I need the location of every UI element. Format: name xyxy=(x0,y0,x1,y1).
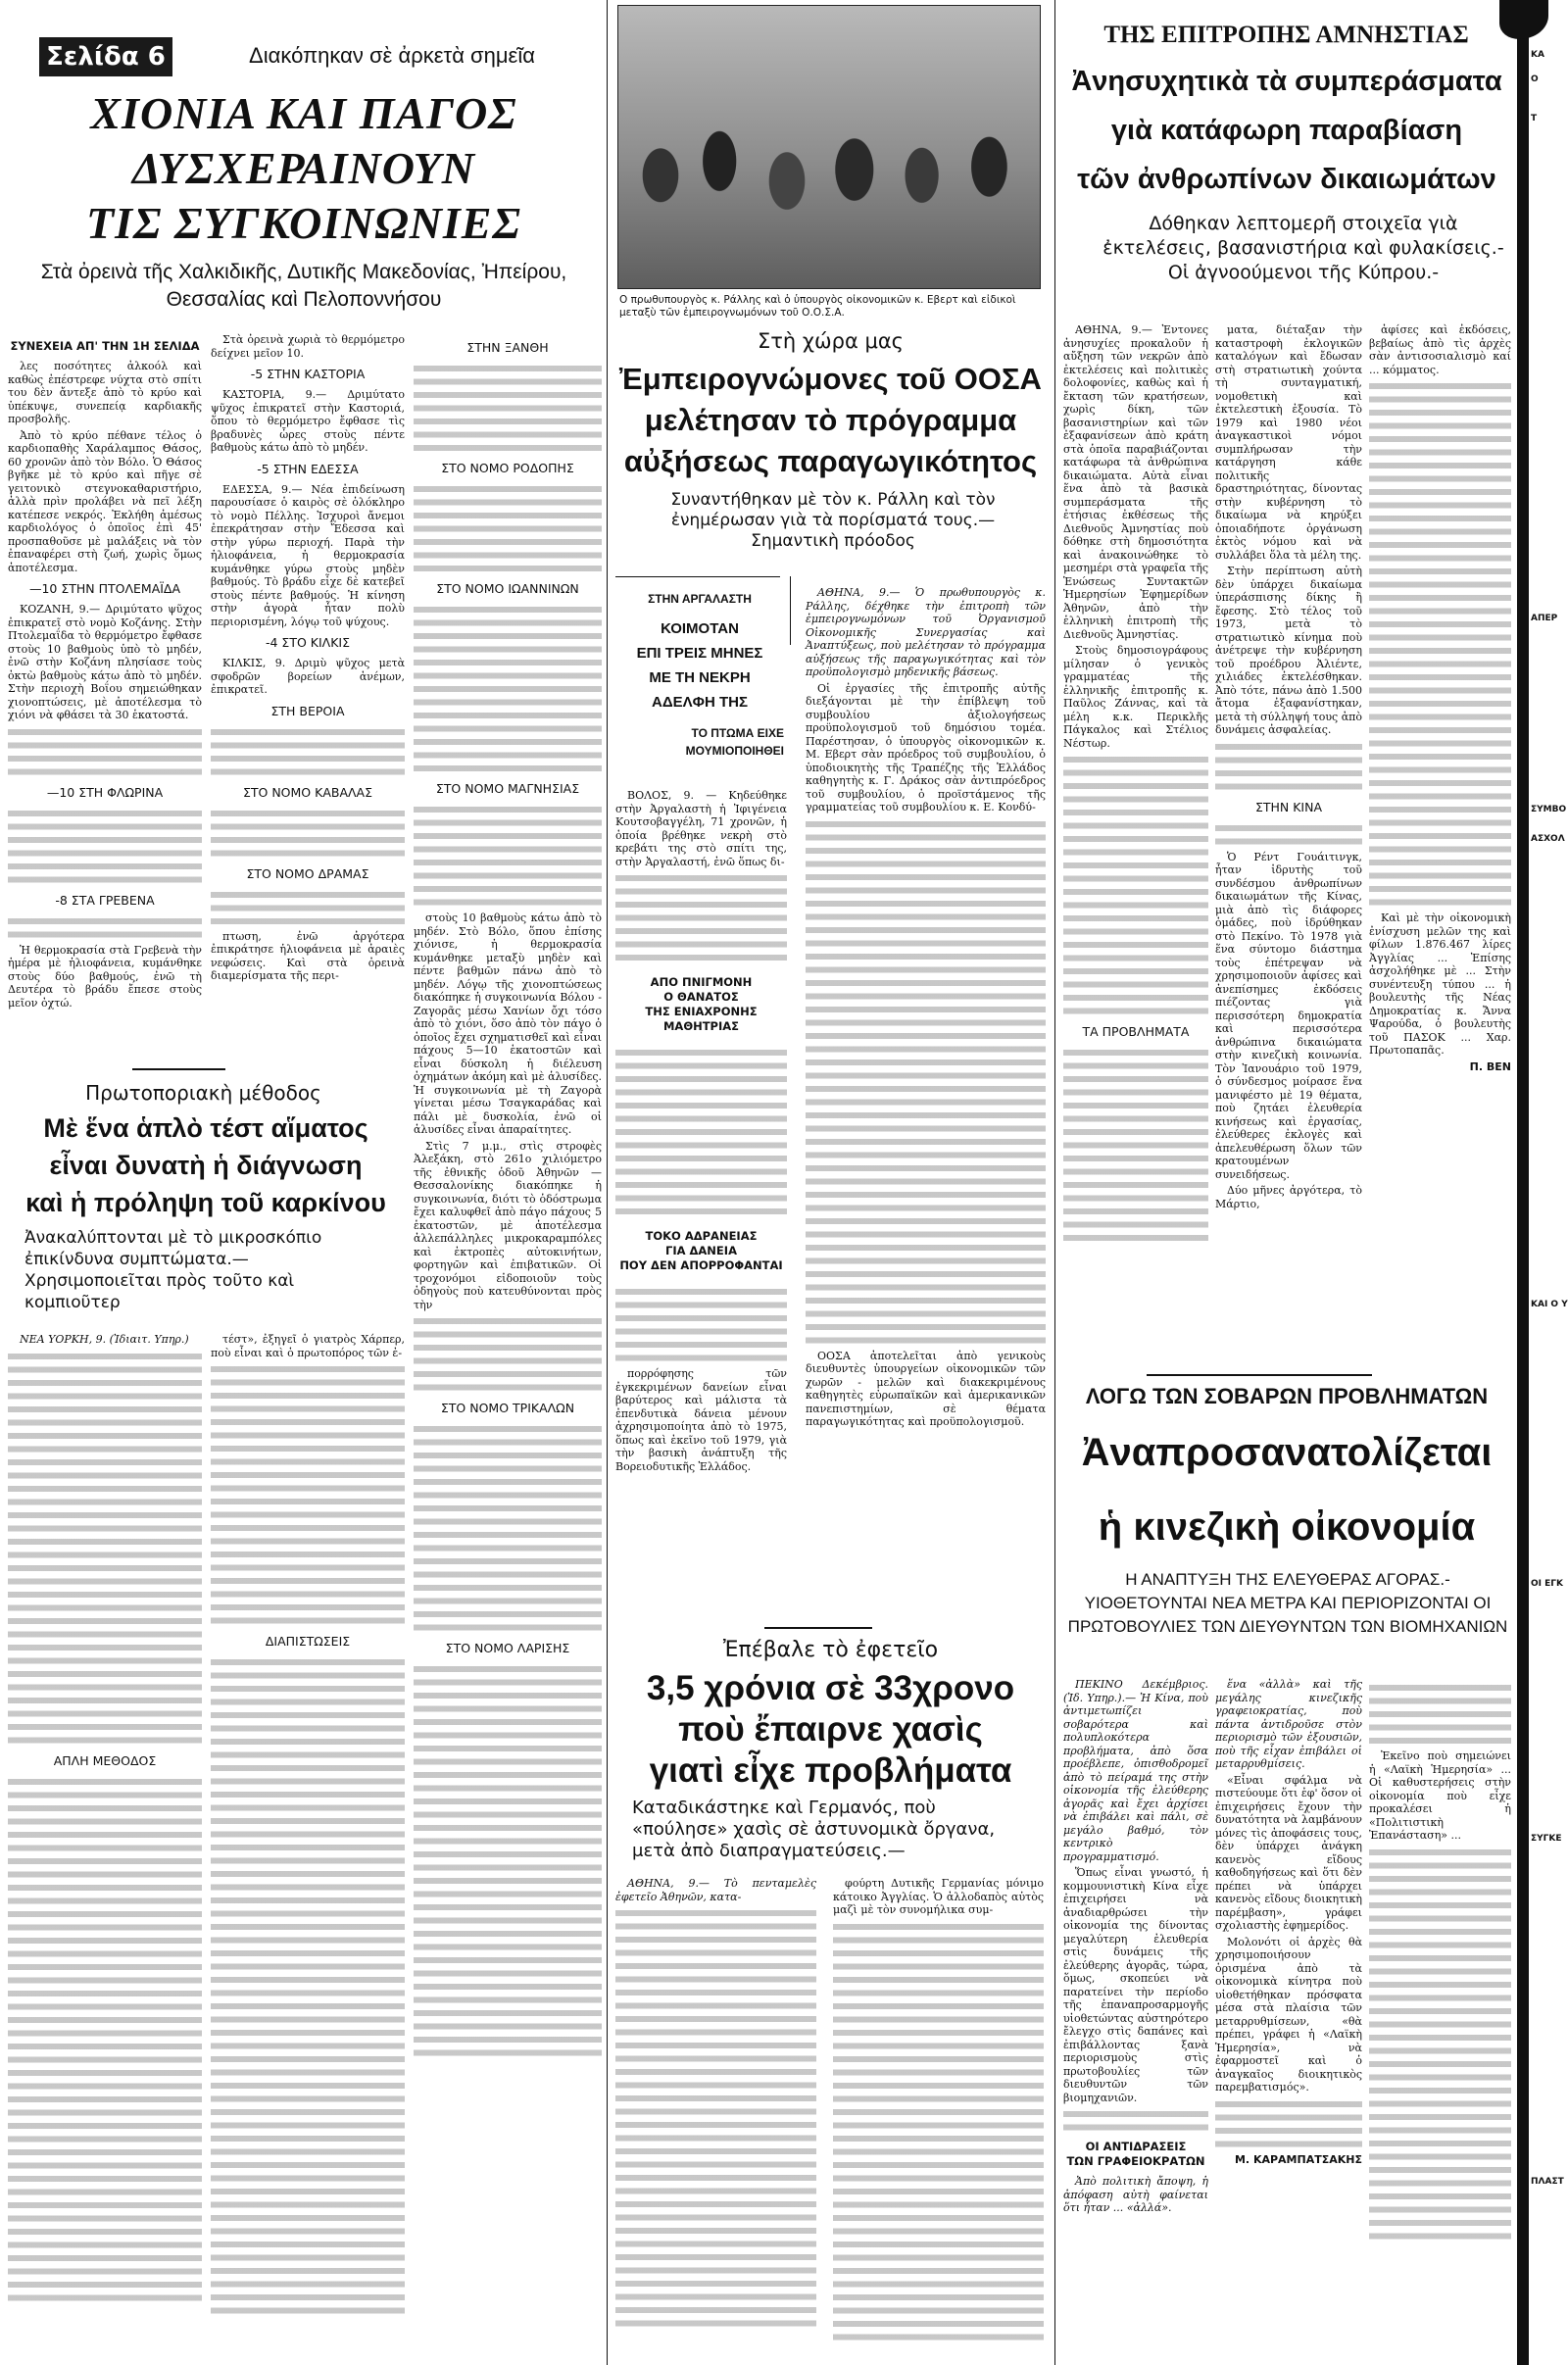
page-label: Σελίδα 6 xyxy=(39,37,172,76)
argalasti-subhead-line: ΤΟ ΠΤΩΜΑ ΕΙΧΕ xyxy=(691,726,784,740)
signature: Μ. ΚΑΡΑΜΠΑΤΣΑΚΗΣ xyxy=(1234,2152,1362,2166)
reactions-heading-line: ΟΙ ΑΝΤΙΔΡΑΣΕΙΣ xyxy=(1085,2140,1187,2153)
oosa-headline-line: αὐξήσεως παραγωγικότητος xyxy=(623,444,1038,478)
edge-heading: ΚΑΙ Ο Υ xyxy=(1531,1300,1568,1309)
edge-heading: ΚΑ xyxy=(1531,50,1544,60)
china-column-2 xyxy=(1215,1678,1362,2167)
argalasti-headline-line: ΚΟΙΜΟΤΑΝ xyxy=(661,620,739,637)
paragraph: ΕΔΕΣΣΑ, 9.— Νέα ἐπιδείνωση παρουσίασε ὁ καιρὸς σὲ ὁλόκληρο τὸ νομὸ Πέλλης. Ἰσχυροὶ ἄνεμοι ἐπεκράτησαν στὴν Ἔδεσσα καὶ στὴν γύρω περιοχή. Παρὰ τὴν ἡλιοφάνεια, ἡ θερμοκρασία κυμάνθηκε γύρω στοὺς μηδὲν βαθμούς. Τὸ βράδυ εἶχε δὲ κατεβεῖ στοὺς πέντε βαθμούς. Ἡ κίνηση στὴν ἀγορὰ ἦταν πολὺ περιορισμένη, λόγῳ τοῦ ψύχους. xyxy=(211,482,405,628)
oosa-headline-line: μελέτησαν τὸ πρόγραμμα xyxy=(644,403,1017,437)
amnesty-column-2 xyxy=(1215,323,1362,1213)
amnesty-column-1 xyxy=(1063,323,1208,1245)
drowning-heading-line: Ο ΘΑΝΑΤΟΣ xyxy=(663,990,739,1004)
cancer-kicker: Πρωτοποριακὴ μέθοδος xyxy=(85,1081,321,1105)
photo-caption: Ο πρωθυπουργὸς κ. Ράλλης καὶ ὁ ὑπουργὸς οἰκονομικῶν κ. Εβερτ καὶ εἰδικοὶ μεταξὺ τῶν ἐμπειρογνωμόνων τοῦ Ο.Ο.Σ.Α. xyxy=(619,294,1016,319)
paragraph: ΚΑΣΤΟΡΙΑ, 9.— Δριμύτατο ψῦχος ἐπικρατεῖ στὴν Καστοριά, ὅπου τὸ θερμόμετρο ἔφθασε τὶς βραδυνὲς ὧρες στοὺς πέντε βαθμοὺς κάτω ἀπὸ τὸ μηδέν. xyxy=(211,388,405,454)
oosa-headline xyxy=(612,359,1049,482)
hashish-headline-line: 3,5 χρόνια σὲ 33χρονο xyxy=(646,1669,1015,1707)
center-column-2 xyxy=(806,586,1046,1432)
paragraph: Στὰ ὀρεινὰ χωριὰ τὸ θερμόμετρο δείχνει μεῖον 10. xyxy=(211,333,405,360)
argalasti-box xyxy=(615,584,784,760)
page-fold xyxy=(1517,0,1529,2365)
snow-headline xyxy=(20,86,588,251)
loans-heading-line: ΓΙΑ ΔΑΝΕΙΑ xyxy=(665,1244,737,1257)
snow-column-3 xyxy=(414,333,602,2062)
drowning-heading-line: ΑΠΟ ΠΝΙΓΜΟΝΗ xyxy=(650,975,753,989)
paragraph: Ἐκεῖνο ποὺ σημειώνει ἡ «Λαϊκὴ Ἡμερησία» ... Οἱ καθυστερήσεις στὴν οἰκονομία ποὺ εἶχε προκαλέσει ἡ «Πολιτιστικὴ Ἐπανάσταση» ... xyxy=(1369,1749,1511,1842)
paragraph: ΟΟΣΑ ἀποτελεῖται ἀπὸ γενικοὺς διευθυντὲς ὑπουργείων οἰκονομικῶν τῶν χωρῶν - μελῶν καὶ διακεκριμένους καθηγητὲς εὐρωπαϊκῶν καὶ ἀμερικανικῶν πανεπιστημίων, σὲ θέματα παραγωγικότητας καὶ προϋπολογισμοῦ. xyxy=(806,1349,1046,1428)
section-heading: ΣΤΟ ΝΟΜΟ ΤΡΙΚΑΛΩΝ xyxy=(440,1401,575,1415)
amnesty-headline xyxy=(1060,57,1513,204)
drowning-heading xyxy=(615,975,787,1034)
paragraph: στοὺς 10 βαθμοὺς κάτω ἀπὸ τὸ μηδέν. Στὸ Βόλο, ὅπου ἐπίσης χιόνισε, ἡ θερμοκρασία κυμάνθηκε μεταξὺ μηδὲν καὶ πέντε βαθμῶν πάνω ἀπὸ τὸ μηδέν. Λόγῳ τῆς χιονοπτώσεως διακόπηκε ἡ συγκοινωνία Βόλου - Ζαγορᾶς μέσω Χανίων ὄχι τόσο ἀπὸ τὸ χιόνι, ὅσο ἀπὸ τὸν πάγο ὁ ὁποῖος ἔχει σχηματισθεῖ καὶ εἶναι πάχους 5—10 ἑκατοστῶν καὶ εἶναι δύσκολη ἡ διέλευση ὀχημάτων ἀκόμη καὶ μὲ ἁλυσίδες. Ἡ συγκοινωνία μὲ τὴ Ζαγορὰ γίνεται μέσω Τσαγκαράδας καὶ πάλι μὲ δυσκολία, ἐνῶ οἱ ἁλυσίδες εἶναι ἀπαραίτητες. xyxy=(414,912,602,1136)
section-heading: ΣΤΗΝ ΚΙΝΑ xyxy=(1254,799,1323,814)
continued-label: ΣΥΝΕΧΕΙΑ ΑΠ' ΤΗΝ 1Η ΣΕΛΙΔΑ xyxy=(10,339,200,353)
hashish-headline-line: γιατὶ εἶχε προβλήματα xyxy=(649,1751,1012,1790)
section-heading: ΣΤΟ ΝΟΜΟ ΙΩΑΝΝΙΝΩΝ xyxy=(436,581,579,596)
paragraph: ΚΙΛΚΙΣ, 9. Δριμὺ ψῦχος μετὰ σφοδρῶν βορείων ἀνέμων, ἐπικρατεῖ. xyxy=(211,657,405,696)
china-subhead: Η ΑΝΑΠΤΥΞΗ ΤΗΣ ΕΛΕΥΘΕΡΑΣ ΑΓΟΡΑΣ.- ΥΙΟΘΕΤΟΥΝΤΑΙ ΝΕΑ ΜΕΤΡΑ ΚΑΙ ΠΕΡΙΟΡΙΖΟΝΤΑΙ ΟΙ ΠΡΩΤΟΒΟΥΛΙΕΣ ΤΩΝ ΔΙΕΥΘΥΝΤΩΝ ΤΩΝ ΒΙΟΜΗΧΑΝΙΩΝ xyxy=(1067,1570,1508,1636)
paragraph: ΑΘΗΝΑ, 9.— Ἐντονες ἀνησυχίες προκαλοῦν ἡ αὔξηση τῶν νεκρῶν ἀπὸ ἐκτελέσεις καὶ πολιτικὲς δολοφονίες, καθὼς καὶ ἡ ἔκταση τῶν κρατήσεων, χωρὶς δίκη, τῶν βασανιστηρίων καὶ τῶν ἐξαφανίσεων ἀπὸ κράτη στὰ ὁποῖα παραβιάζονται κατάφωρα τὰ ἀνθρώπινα δικαιώματα. Αὐτὰ εἶναι ἕνα ἀπὸ τὰ βασικὰ συμπεράσματα τῆς ἐτήσιας ἐκθέσεως τῆς Διεθνοῦς Ἀμνηστίας ποὺ δόθηκε στὴ δημοσιότητα καὶ ἀνακοινώθηκε τὸ μεσημέρι στὰ γραφεῖα τῆς Ἑνώσεως Συντακτῶν Ἡμερησίων Ἐφημερίδων Ἀθηνῶν, ἀπὸ τὴν ἑλληνικὴ ἐπιτροπὴ τῆς Διεθνοῦς Ἀμνηστίας. xyxy=(1063,323,1208,641)
paragraph: Ὁ Ρέντ Γουάιτινγκ, ἦταν ἱδρυτὴς τοῦ συνδέσμου ἀνθρωπίνων δικαιωμάτων τῆς Κίνας, μιὰ ἀπὸ τὶς διάφορες ὁμάδες, ποὺ ἱδρύθηκαν στὸ Πεκίνο. Τὸ 1978 γιὰ ἕνα σύντομο διάστημα τοὺς ἐπέτρεψαν νὰ χρησιμοποιοῦν ἀφίσες καὶ ἀνεπίσημες ἐκδόσεις πιέζοντας γιὰ περισσότερη δημοκρατία καὶ περισσότερα ἀνθρώπινα δικαιώματα στὴν κινεζικὴ κοινωνία. Τὸν Ἰανουάριο τοῦ 1979, ὁ σύνδεσμος μοίρασε ἕνα μανιφέστο μὲ 19 θέματα, ποὺ ζητάει ἐλευθερία κινήσεως καὶ ἐργασίας, ἐλεύθερες ἐκλογὲς καὶ ἀπελευθέρωση ὅλων τῶν κρατουμένων συνειδήσεως. xyxy=(1215,850,1362,1181)
argalasti-kicker: ΣΤΗΝ ΑΡΓΑΛΑΣΤΗ xyxy=(648,592,752,606)
section-heading: ΔΙΑΠΙΣΤΩΣΕΙΣ xyxy=(265,1634,351,1649)
section-heading: —10 ΣΤΗΝ ΠΤΟΛΕΜΑΪΔΑ xyxy=(28,581,181,596)
argalasti-headline-line: ΜΕ ΤΗ ΝΕΚΡΗ xyxy=(649,669,751,686)
section-heading: -5 ΣΤΗΝ ΚΑΣΤΟΡΙΑ xyxy=(250,367,366,381)
amnesty-kicker: ΤΗΣ ΕΠΙΤΡΟΠΗΣ ΑΜΝΗΣΤΙΑΣ xyxy=(1103,22,1469,48)
snow-kicker: Διακόπηκαν σὲ ἀρκετὰ σημεῖα xyxy=(249,43,535,68)
paragraph: πορρόφησης τῶν ἐγκεκριμένων δανείων εἶναι βαρύτερος καὶ μάλιστα τὰ ἐπενδυτικὰ δάνεια μένουν ἀχρησιμοποίητα ἀπὸ τὸ 1975, ὅπως καὶ ἐκεῖνο τοῦ 1979, γιὰ τὴν βασικὴ ἀνάπτυξη τῆς Βορειοδυτικῆς Ἑλλάδος. xyxy=(615,1367,787,1473)
china-headline-line: ἡ κινεζικὴ οἰκονομία xyxy=(1098,1505,1476,1549)
edge-heading: ΣΥΓΚΕ xyxy=(1531,1834,1562,1844)
cancer-headline xyxy=(5,1109,407,1221)
oosa-lead: ΑΘΗΝΑ, 9.— Ὁ πρωθυπουργὸς κ. Ράλλης, δέχθηκε τὴν ἐπιτροπὴ τῶν ἐμπειρογνωμόνων τοῦ Ὀργανισμοῦ Οἰκονομικῆς Συνεργασίας καὶ Ἀναπτύξεως, ποὺ μελέτησαν τὸ πρόγραμμα αὐξήσεως τῆς παραγωγικότητας καὶ τὸν προϋπολογισμὸ μηδενικῆς βάσεως. xyxy=(806,586,1046,678)
signature: Π. ΒΕΝ xyxy=(1469,1059,1511,1073)
china-kicker: ΛΟΓΩ ΤΩΝ ΣΟΒΑΡΩΝ ΠΡΟΒΛΗΜΑΤΩΝ xyxy=(1085,1384,1489,1408)
hashish-subhead: Καταδικάστηκε καὶ Γερμανός, ποὺ «πούλησε» χασὶς σὲ ἀστυνομικὰ ὄργανα, μετὰ ἀπὸ διαπραγματεύσεις.— xyxy=(632,1798,996,1861)
section-heading: ΣΤΟ ΝΟΜΟ ΡΟΔΟΠΗΣ xyxy=(441,461,574,475)
amnesty-headline-line: γιὰ κατάφωρη παραβίαση xyxy=(1110,115,1463,146)
reactions-heading-line: ΤΩΝ ΓΡΑΦΕΙΟΚΡΑΤΩΝ xyxy=(1066,2154,1205,2168)
paragraph: ΒΟΛΟΣ, 9. — Κηδεύθηκε στὴν Ἀργαλαστὴ ἡ Ἰφιγένεια Κουτσοβαγγέλη, 71 χρονῶν, ἡ ὁποία βρέθηκε νεκρὴ στὸ κρεβάτι της στὸ σπίτι της, στὴν Ἀργαλαστή, ἐνῶ ὅπως δι- xyxy=(615,789,787,868)
amnesty-subhead: Δόθηκαν λεπτομερῆ στοιχεῖα γιὰ ἐκτελέσεις, βασανιστήρια καὶ φυλακίσεις.- Οἱ ἀγνοούμενοι τῆς Κύπρου.- xyxy=(1102,213,1504,283)
paragraph: Ὅπως εἶναι γνωστό, ἡ κομμουνιστικὴ Κίνα εἶχε ἐπιχειρήσει νὰ ἀναδιαρθρώσει τὴν οἰκονομία της δίνοντας μεγαλύτερη ἐλευθερία στὶς δυνάμεις τῆς ἐλεύθερης ἀγορᾶς, τώρα, ὅμως, σκοπεύει νὰ παρατείνει τὴν περίοδο τῆς ἐπαναπροσαρμογῆς υἱοθετώντας αὐστηρότερο ἔλεγχο στὶς δαπάνες καὶ ἐπιβάλλοντας ξανὰ περιορισμοὺς στὶς πρωτοβουλίες τῶν διευθυντῶν τῶν βιομηχανιῶν. xyxy=(1063,1866,1208,2104)
paragraph: ἀφίσες καὶ ἐκδόσεις, βεβαίως ἀπὸ τὶς ἀρχὲς σὰν ἀντισοσιαλισμὸ καί ... κόμματος. xyxy=(1369,323,1511,376)
edge-heading: ΠΛΑΣΤ xyxy=(1531,2177,1564,2187)
paragraph: Δύο μῆνες ἀργότερα, τὸ Μάρτιο, xyxy=(1215,1184,1362,1210)
snow-subhead: Στὰ ὀρεινὰ τῆς Χαλκιδικῆς, Δυτικῆς Μακεδονίας, Ἠπείρου, Θεσσαλίας καὶ Πελοποννήσου xyxy=(40,261,567,311)
section-heading: -5 ΣΤΗΝ ΕΔΕΣΣΑ xyxy=(257,461,359,476)
paragraph: φούρτη Δυτικῆς Γερμανίας μόνιμο κάτοικο Ἀγγλίας. Ὁ ἀλλοδαπὸς αὐτὸς μαζὶ μὲ τὸν συνομήλικα συμ- xyxy=(833,1877,1044,1916)
oosa-headline-line: Ἐμπειρογνώμονες τοῦ ΟΟΣΑ xyxy=(619,362,1042,396)
hashish-kicker: Ἐπέβαλε τὸ ἐφετεῖο xyxy=(722,1638,939,1662)
edge-heading: ΑΠΕΡ xyxy=(1531,614,1558,623)
paragraph: Οἱ ἐργασίες τῆς ἐπιτροπῆς αὐτῆς διεξάγονται μὲ τὴν ἐπίβλεψη τοῦ συμβουλίου ἀξιολογήσεως προϋπολογισμοῦ τοῦ δημόσιου τομέα. Παρέστησαν, ὁ ὑπουργὸς οἰκονομικῶν κ. Μ. Εβερτ σὰν πρόεδρος τοῦ συμβουλίου, ὁ ὑποδιοικητὴς τῆς Τραπέζης τῆς Ἑλλάδος καθηγητὴς κ. Γ. Δράκος σὰν ἀντιπρόεδρος τοῦ συμβουλίου, ὁ προϊστάμενος τῆς γραμματείας τοῦ συμβουλίου κ. Ε. Κονδύ- xyxy=(806,681,1046,813)
paragraph: Στοὺς δημοσιογράφους μίλησαν ὁ γενικὸς γραμματέας τῆς ἑλληνικῆς ἐπιτροπῆς κ. Παῦλος Ζάννας, καὶ τὰ μέλη κ.κ. Περικλῆς Πάγκαλος καὶ Στέλιος Νέστωρ. xyxy=(1063,644,1208,750)
edge-heading: Ο xyxy=(1531,74,1539,84)
paragraph: «Εἶναι σφάλμα νὰ πιστεύουμε ὅτι ἐφ' ὅσον οἱ ἐπιχειρήσεις ἔχουν τὴν δυνατότητα νὰ λαμβάνουν μόνες τὶς ἀποφάσεις τους, δὲν ὑπάρχει ἀνάγκη κανενὸς εἴδους καθοδηγήσεως καὶ ὅτι δὲν πρέπει νὰ ὑπάρχει κανενὸς εἴδους διοικητικὴ παρέμβαση», γράφει σχολιαστὴς ἐφημερίδος. xyxy=(1215,1773,1362,1932)
section-heading: -4 ΣΤΟ ΚΙΛΚΙΣ xyxy=(266,635,350,650)
hashish-column-1 xyxy=(615,1877,816,2333)
oosa-subhead: Συναντήθηκαν μὲ τὸν κ. Ράλλη καὶ τὸν ἐνημέρωσαν γιὰ τὰ πορίσματά τους.— Σημαντικὴ πρόοδος xyxy=(670,490,996,551)
china-column-1 xyxy=(1063,1678,1208,2218)
section-heading: ΣΤΟ ΝΟΜΟ ΔΡΑΜΑΣ xyxy=(246,865,369,881)
paragraph: Ἀπὸ τὸ κρύο πέθανε τέλος ὁ καρδιοπαθὴς Χαράλαμπος Θάσος, 60 χρονῶν ἀπὸ τὸν Βόλο. Ὁ Θάσος βγῆκε μὲ τὸ κρύο καὶ πῆγε σὲ γειτονικὸ στεγνοκαθαριστήριο, ἀλλὰ πρὶν προλάβει νὰ πεῖ λέξη κατέπεσε νεκρός. Ἐκλήθη ἀμέσως καρδιολόγος ὁ ὁποῖος ἐπὶ 45' προσπαθοῦσε μὲ μαλάξεις νὰ τὸν ἐπαναφέρει στὴ ζωή, χωρὶς ὅμως ἀποτέλεσμα. xyxy=(8,428,202,574)
paragraph: Μολονότι οἱ ἀρχὲς θὰ χρησιμοποιήσουν ὁρισμένα ἀπὸ τὰ οἰκονομικὰ κίνητρα ποὺ υἱοθετήθηκαν πρόσφατα μέσα στὰ πλαίσια τῶν μεταρρυθμίσεων, «θὰ πρέπει, γράφει ἡ «Λαϊκὴ Ἡμερησία», νὰ ἐφαρμοστεῖ καὶ ὁ ἀναγκαῖος διοικητικὸς παρεμβατισμός». xyxy=(1215,1935,1362,2094)
cancer-headline-line: καὶ ἡ πρόληψη τοῦ καρκίνου xyxy=(25,1188,386,1217)
cancer-column-2 xyxy=(211,1333,405,2320)
paragraph: Ἡ θερμοκρασία στὰ Γρεβενὰ τὴν ἡμέρα μὲ ἡλιοφάνεια, κυμάνθηκε στοὺς δύο βαθμούς, ἐνῶ τὴ Δευτέρα τὸ βράδυ ἔπεσε στοὺς μεῖον ὀχτώ. xyxy=(8,943,202,1010)
paragraph: ματα, διέταξαν τὴν καταστροφὴ ἐκλογικῶν καταλόγων καὶ ἔδωσαν στὴ στρατιωτικὴ χούντα τὴ συνταγματική, νομοθετικὴ καὶ ἐκτελεστικὴ ἐξουσία. Τὸ 1979 καὶ 1980 νέοι ἀναγκαστικοὶ νόμοι συμπλήρωσαν τὴν κατάργηση κάθε πολιτικῆς δραστηριότητας, δίνοντας στὴν κυβέρνηση τὸ δικαίωμα νὰ κηρύξει ὁποιαδήποτε ὀργάνωση ἐκτὸς νόμου καὶ νὰ συλλάβει ὅλα τὰ μέλη της. xyxy=(1215,323,1362,562)
loans-heading xyxy=(615,1229,787,1273)
paragraph: λες ποσότητες ἀλκοόλ καὶ καθὼς ἐπέστρεφε νύχτα στὸ σπίτι του δὲν ἄντεξε ἀπὸ τὸ κρύο καὶ ὑπέκυψε, συνεπείᾳ καρδιακῆς προσβολῆς. xyxy=(8,360,202,425)
paragraph: τέστ», ἐξηγεῖ ὁ γιατρὸς Χάρπερ, ποὺ εἶναι καὶ ὁ πρωτοπόρος τῶν ἐ- xyxy=(211,1333,405,1359)
drowning-heading-line: ΤΗΣ ΕΝΙΑΧΡΟΝΗΣ xyxy=(645,1005,758,1018)
paragraph: ΚΟΖΑΝΗ, 9.— Δριμύτατο ψῦχος ἐπικρατεῖ στὸ νομὸ Κοζάνης. Στὴν Πτολεμαΐδα τὸ θερμόμετρο ἔφθασε στοὺς 10 βαθμοὺς ὑπὸ τὸ μηδέν, ἐνῶ στὴν Κοζάνη πλησίασε τοὺς ὀκτὼ βαθμοὺς κάτω ἀπὸ τὸ μηδέν. Στὴν περιοχὴ Βοΐου σημειώθηκαν χιονοπτώσεις, μὲ ἀποτέλεσμα τὸ χιόνι νὰ φθάσει τὰ 30 ἑκατοστά. xyxy=(8,603,202,721)
dateline: ΝΕΑ ΥΟΡΚΗ, 9. (Ἰδιαιτ. Υπηρ.) xyxy=(20,1333,189,1346)
cancer-headline-line: εἶναι δυνατὴ ἡ διάγνωση xyxy=(49,1151,363,1180)
edge-heading: ΑΣΧΟΛ xyxy=(1531,834,1565,844)
paragraph: πτωση, ἐνῶ ἀργότερα ἐπικράτησε ἡλιοφάνεια μὲ ἀραιὲς νεφώσεις. Καὶ στὰ ὀρεινὰ διαμερίσματα τῆς περι- xyxy=(211,929,405,982)
paragraph: ἕνα «ἀλλὰ» καὶ τῆς μεγάλης κινεζικῆς γραφειοκρατίας, ποὺ πάντα ἀντιδροῦσε στὸν περιορισμὸ τῶν ἐξουσιῶν, ποὺ τῆς εἶχαν ἐπιβάλει οἱ μεταρρυθμίσεις. xyxy=(1215,1678,1362,1770)
snow-headline-line: ΔΥΣΧΕΡΑΙΝΟΥΝ xyxy=(132,143,475,193)
cancer-subhead: Ἀνακαλύπτονται μὲ τὸ μικροσκόπιο ἐπικίνδυνα συμπτώματα.— Χρησιμοποιεῖται πρὸς τοῦτο καὶ κομπιοῦτερ xyxy=(24,1228,322,1312)
snow-headline-line: ΤΙΣ ΣΥΓΚΟΙΝΩΝΙΕΣ xyxy=(86,198,521,248)
amnesty-headline-line: Ἀνησυχητικὰ τὰ συμπεράσματα xyxy=(1071,66,1502,97)
section-heading: -8 ΣΤΑ ΓΡΕΒΕΝΑ xyxy=(55,892,155,908)
section-heading: ΣΤΟ ΝΟΜΟ ΛΑΡΙΣΗΣ xyxy=(445,1641,570,1655)
argalasti-headline-line: ΑΔΕΛΦΗ ΤΗΣ xyxy=(652,694,748,711)
hashish-headline-line: ποὺ ἔπαιρνε χασὶς xyxy=(678,1710,983,1749)
paragraph: Ἀπὸ πολιτικὴ ἄποψη, ἡ ἀπόφαση αὐτὴ φαίνεται ὅτι ἦταν ... «ἀλλά». xyxy=(1063,2175,1208,2214)
argalasti-headline-line: ΕΠΙ ΤΡΕΙΣ ΜΗΝΕΣ xyxy=(636,645,763,662)
section-heading: ΣΤΟ ΝΟΜΟ ΚΑΒΑΛΑΣ xyxy=(242,784,372,800)
snow-column-1 xyxy=(8,333,202,1012)
dateline: ΑΘΗΝΑ, 9.— Τὸ πενταμελὲς ἐφετεῖο Ἀθηνῶν, κατα- xyxy=(615,1877,816,1903)
loans-heading-line: ΤΟΚΟ ΑΔΡΑΝΕΙΑΣ xyxy=(645,1229,758,1243)
oosa-kicker: Στὴ χώρα μας xyxy=(758,329,904,353)
amnesty-column-3 xyxy=(1369,323,1511,1073)
snow-headline-line: ΧΙΟΝΙΑ ΚΑΙ ΠΑΓΟΣ xyxy=(90,88,517,138)
hashish-headline xyxy=(612,1668,1049,1792)
section-heading: ΣΤΟ ΝΟΜΟ ΜΑΓΝΗΣΙΑΣ xyxy=(435,781,580,796)
china-headline-line: Ἀναπροσανατολίζεται xyxy=(1081,1431,1493,1474)
china-headline xyxy=(1060,1415,1513,1564)
argalasti-subhead-line: ΜΟΥΜΙΟΠΟΙΗΘΕΙ xyxy=(685,744,784,758)
section-heading: ΣΤΗΝ ΞΑΝΘΗ xyxy=(466,340,549,355)
paragraph: Στὴν περίπτωση αὐτὴ δὲν ὑπάρχει δικαίωμα ὑπεράσπισης δίκης ἢ ἔφεσης. Στὸ τέλος τοῦ 1973, μετὰ τὸ στρατιωτικὸ κίνημα ποὺ ἀνέτρεψε τὴν κυβέρνηση τοῦ προέδρου Ἀλιέντε, χιλιάδες ἐκτελέσθηκαν. Ἀπὸ τότε, πάνω ἀπὸ 1.500 ἄτομα ἐξαφανίστηκαν, μετὰ τὴ σύλληψή τους ἀπὸ δυνάμεις ἀσφαλείας. xyxy=(1215,565,1362,736)
edge-heading: ΣΥΜΒΟ xyxy=(1531,805,1567,814)
adjacent-page xyxy=(1531,0,1568,2365)
drowning-heading-line: ΜΑΘΗΤΡΙΑΣ xyxy=(662,1019,740,1033)
center-column-1 xyxy=(615,789,787,1476)
cancer-column-1 xyxy=(8,1333,202,2307)
china-column-3 xyxy=(1369,1678,1511,2245)
paragraph: Καὶ μὲ τὴν οἰκονομικὴ ἐνίσχυση μελῶν της καὶ φίλων 1.876.467 λίρες Ἀγγλίας ... Ἐπίσης ἀσχολήθηκε μὲ ... Στὴν συνέντευξη τύπου ... ἡ βουλευτὴς τῆς Νέας Δημοκρατίας κ. Ἄννα Ψαρούδα, ὁ βουλευτὴς τοῦ ΠΑΣΟΚ ... Χαρ. Πρωτοπαπᾶς. xyxy=(1369,912,1511,1057)
section-heading: ΑΠΛΗ ΜΕΘΟΔΟΣ xyxy=(53,1752,157,1768)
amnesty-headline-line: τῶν ἀνθρωπίνων δικαιωμάτων xyxy=(1077,164,1496,195)
loans-heading-line: ΠΟΥ ΔΕΝ ΑΠΟΡΡΟΦΑΝΤΑΙ xyxy=(619,1258,783,1272)
ministers-photo xyxy=(617,5,1041,289)
china-lead: ΠΕΚΙΝΟ Δεκέμβριος. (Ἰδ. Υπηρ.).— Ἡ Κίνα, ποὺ ἀντιμετωπίζει σοβαρότερα καὶ πολυπλοκότερα προβλήματα, ἀπὸ ὅσα προέβλεπε, ὀπισθοδρομεῖ ἀπὸ τὸ πείραμά της στὴν οἰκονομία τῆς ἐλεύθερης ἀγορᾶς καὶ ἔχει ἀρχίσει νὰ ἐπιβάλει καὶ πάλι, σὲ μεγάλο βαθμό, τὸν κεντρικὸ προγραμματισμό. xyxy=(1063,1678,1208,1863)
edge-heading: Τ xyxy=(1531,114,1538,123)
paragraph: Στὶς 7 μ.μ., στὶς στροφὲς Ἀλεξάκη, στὸ 261ο χιλιόμετρο τῆς ἐθνικῆς ὁδοῦ Ἀθηνῶν — Θεσσαλονίκης διακόπηκε ἡ συγκοινωνία, διότι τὸ ὁδόστρωμα ἔχει καλυφθεῖ ἀπὸ πάγο πάχους 5 ἑκατοστῶν, μὲ ἀποτέλεσμα ἀλλεπάλληλες μικροκαραμπόλες καὶ ἐκτροπὲς αὐτοκινήτων, φορτηγῶν καὶ ἐπιβατικῶν. Οἱ τροχονόμοι εἰδοποιοῦν τοὺς ὁδηγοὺς ποὺ κατευθύνονται πρὸς τὴν xyxy=(414,1139,602,1311)
edge-heading: ΟΙ ΕΓΚ xyxy=(1531,1579,1563,1589)
section-heading: ΣΤΗ ΒΕΡΟΙΑ xyxy=(270,703,345,718)
reactions-heading xyxy=(1063,2140,1208,2169)
section-heading: ΤΑ ΠΡΟΒΛΗΜΑΤΑ xyxy=(1082,1024,1190,1039)
snow-column-2 xyxy=(211,333,405,986)
section-heading: —10 ΣΤΗ ΦΛΩΡΙΝΑ xyxy=(46,784,164,800)
hashish-column-2 xyxy=(833,1877,1044,2346)
cancer-headline-line: Μὲ ἕνα ἁπλὸ τέστ αἵματος xyxy=(43,1113,368,1143)
